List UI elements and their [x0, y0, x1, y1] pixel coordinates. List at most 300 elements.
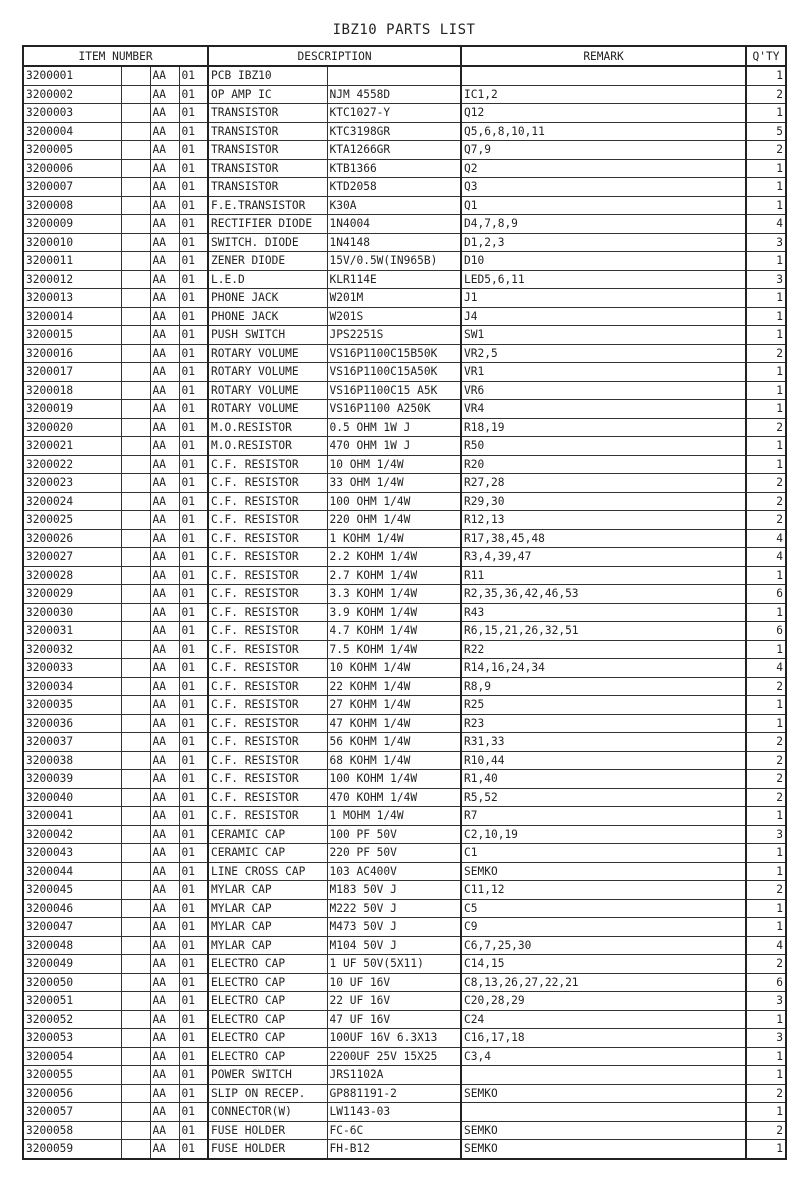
cell-grade: AA [150, 733, 179, 752]
cell-sub-code [121, 215, 150, 234]
cell-version: 01 [179, 1121, 208, 1140]
table-row [23, 918, 786, 937]
cell-item-number: 3200017 [23, 363, 121, 382]
table-row [23, 992, 786, 1011]
table-row [23, 1029, 786, 1048]
table-body [23, 66, 786, 1159]
cell-description: C.F. RESISTOR [208, 788, 327, 807]
cell-grade: AA [150, 844, 179, 863]
cell-version: 01 [179, 437, 208, 456]
cell-specification: 15V/0.5W(IN965B) [327, 252, 461, 271]
cell-description: C.F. RESISTOR [208, 585, 327, 604]
table-row [23, 788, 786, 807]
cell-item-number: 3200008 [23, 196, 121, 215]
cell-specification: 0.5 OHM 1W J [327, 418, 461, 437]
cell-description: TRANSISTOR [208, 122, 327, 141]
cell-specification: 1N4004 [327, 215, 461, 234]
cell-specification: K30A [327, 196, 461, 215]
cell-remark: LED5,6,11 [461, 270, 746, 289]
cell-quantity: 1 [746, 1103, 786, 1122]
cell-quantity: 1 [746, 1010, 786, 1029]
cell-grade: AA [150, 751, 179, 770]
table-row [23, 548, 786, 567]
cell-item-number: 3200002 [23, 85, 121, 104]
cell-quantity: 1 [746, 66, 786, 85]
table-row [23, 196, 786, 215]
cell-specification: W201S [327, 307, 461, 326]
table-row [23, 1010, 786, 1029]
cell-remark: R14,16,24,34 [461, 659, 746, 678]
cell-sub-code [121, 677, 150, 696]
cell-version: 01 [179, 585, 208, 604]
cell-quantity: 2 [746, 418, 786, 437]
cell-remark: Q5,6,8,10,11 [461, 122, 746, 141]
table-row [23, 899, 786, 918]
cell-sub-code [121, 1047, 150, 1066]
table-row [23, 1121, 786, 1140]
cell-item-number: 3200052 [23, 1010, 121, 1029]
cell-version: 01 [179, 66, 208, 85]
table-row [23, 973, 786, 992]
cell-grade: AA [150, 603, 179, 622]
cell-version: 01 [179, 899, 208, 918]
cell-remark: Q3 [461, 178, 746, 197]
cell-grade: AA [150, 973, 179, 992]
cell-specification: 100 PF 50V [327, 825, 461, 844]
cell-grade: AA [150, 1103, 179, 1122]
cell-description: PUSH SWITCH [208, 326, 327, 345]
cell-grade: AA [150, 862, 179, 881]
cell-item-number: 3200001 [23, 66, 121, 85]
cell-description: C.F. RESISTOR [208, 751, 327, 770]
cell-description: C.F. RESISTOR [208, 640, 327, 659]
cell-item-number: 3200031 [23, 622, 121, 641]
cell-item-number: 3200027 [23, 548, 121, 567]
cell-sub-code [121, 1121, 150, 1140]
cell-version: 01 [179, 215, 208, 234]
table-row [23, 492, 786, 511]
cell-specification [327, 66, 461, 85]
cell-sub-code [121, 992, 150, 1011]
cell-item-number: 3200011 [23, 252, 121, 271]
cell-sub-code [121, 178, 150, 197]
cell-specification: M473 50V J [327, 918, 461, 937]
cell-version: 01 [179, 788, 208, 807]
cell-item-number: 3200016 [23, 344, 121, 363]
cell-quantity: 1 [746, 400, 786, 419]
cell-version: 01 [179, 973, 208, 992]
cell-sub-code [121, 529, 150, 548]
cell-sub-code [121, 622, 150, 641]
cell-description: ROTARY VOLUME [208, 400, 327, 419]
cell-item-number: 3200039 [23, 770, 121, 789]
cell-sub-code [121, 492, 150, 511]
cell-remark: R22 [461, 640, 746, 659]
cell-specification: 220 PF 50V [327, 844, 461, 863]
cell-quantity: 6 [746, 973, 786, 992]
cell-specification: 47 KOHM 1/4W [327, 714, 461, 733]
table-row [23, 862, 786, 881]
table-row [23, 122, 786, 141]
cell-description: C.F. RESISTOR [208, 770, 327, 789]
cell-item-number: 3200015 [23, 326, 121, 345]
cell-version: 01 [179, 733, 208, 752]
cell-sub-code [121, 899, 150, 918]
cell-description: MYLAR CAP [208, 918, 327, 937]
cell-grade: AA [150, 585, 179, 604]
cell-item-number: 3200048 [23, 936, 121, 955]
cell-description: C.F. RESISTOR [208, 696, 327, 715]
cell-remark: C6,7,25,30 [461, 936, 746, 955]
cell-description: C.F. RESISTOR [208, 714, 327, 733]
cell-sub-code [121, 270, 150, 289]
cell-specification: VS16P1100C15 A5K [327, 381, 461, 400]
cell-specification: 100UF 16V 6.3X13 [327, 1029, 461, 1048]
cell-quantity: 2 [746, 677, 786, 696]
cell-description: LINE CROSS CAP [208, 862, 327, 881]
cell-description: CERAMIC CAP [208, 844, 327, 863]
cell-item-number: 3200022 [23, 455, 121, 474]
cell-sub-code [121, 66, 150, 85]
cell-grade: AA [150, 178, 179, 197]
cell-item-number: 3200033 [23, 659, 121, 678]
cell-grade: AA [150, 1140, 179, 1159]
table-row [23, 696, 786, 715]
cell-sub-code [121, 455, 150, 474]
cell-grade: AA [150, 992, 179, 1011]
cell-description: MYLAR CAP [208, 881, 327, 900]
cell-item-number: 3200035 [23, 696, 121, 715]
cell-version: 01 [179, 122, 208, 141]
cell-specification: 1 MOHM 1/4W [327, 807, 461, 826]
cell-remark: R10,44 [461, 751, 746, 770]
cell-quantity: 1 [746, 918, 786, 937]
cell-specification: 47 UF 16V [327, 1010, 461, 1029]
cell-item-number: 3200024 [23, 492, 121, 511]
cell-remark: R6,15,21,26,32,51 [461, 622, 746, 641]
cell-version: 01 [179, 344, 208, 363]
cell-remark: SEMKO [461, 1121, 746, 1140]
cell-grade: AA [150, 270, 179, 289]
table-row [23, 733, 786, 752]
cell-sub-code [121, 844, 150, 863]
cell-description: CERAMIC CAP [208, 825, 327, 844]
table-row [23, 844, 786, 863]
table-row [23, 233, 786, 252]
cell-remark: C2,10,19 [461, 825, 746, 844]
cell-item-number: 3200006 [23, 159, 121, 178]
cell-quantity: 4 [746, 936, 786, 955]
cell-version: 01 [179, 659, 208, 678]
cell-grade: AA [150, 326, 179, 345]
cell-remark: C1 [461, 844, 746, 863]
cell-grade: AA [150, 899, 179, 918]
cell-description: TRANSISTOR [208, 104, 327, 123]
cell-version: 01 [179, 825, 208, 844]
cell-sub-code [121, 825, 150, 844]
cell-specification: KLR114E [327, 270, 461, 289]
cell-remark: C8,13,26,27,22,21 [461, 973, 746, 992]
table-row [23, 585, 786, 604]
cell-quantity: 5 [746, 122, 786, 141]
cell-item-number: 3200042 [23, 825, 121, 844]
cell-quantity: 3 [746, 1029, 786, 1048]
header-description: DESCRIPTION [208, 46, 461, 66]
cell-grade: AA [150, 492, 179, 511]
cell-sub-code [121, 1029, 150, 1048]
table-row [23, 1066, 786, 1085]
cell-grade: AA [150, 141, 179, 160]
cell-quantity: 2 [746, 85, 786, 104]
cell-item-number: 3200004 [23, 122, 121, 141]
table-row [23, 474, 786, 493]
cell-description: ROTARY VOLUME [208, 381, 327, 400]
cell-description: POWER SWITCH [208, 1066, 327, 1085]
cell-description: ELECTRO CAP [208, 1047, 327, 1066]
cell-version: 01 [179, 1084, 208, 1103]
cell-sub-code [121, 418, 150, 437]
cell-sub-code [121, 585, 150, 604]
cell-item-number: 3200029 [23, 585, 121, 604]
cell-quantity: 1 [746, 381, 786, 400]
cell-grade: AA [150, 418, 179, 437]
cell-grade: AA [150, 474, 179, 493]
cell-description: M.O.RESISTOR [208, 418, 327, 437]
cell-quantity: 2 [746, 1121, 786, 1140]
cell-quantity: 3 [746, 270, 786, 289]
cell-specification: M222 50V J [327, 899, 461, 918]
cell-remark: Q2 [461, 159, 746, 178]
cell-description: ELECTRO CAP [208, 1010, 327, 1029]
cell-description: ROTARY VOLUME [208, 344, 327, 363]
cell-version: 01 [179, 640, 208, 659]
cell-quantity: 1 [746, 252, 786, 271]
cell-quantity: 1 [746, 603, 786, 622]
cell-sub-code [121, 714, 150, 733]
cell-remark: Q1 [461, 196, 746, 215]
cell-specification: 3.9 KOHM 1/4W [327, 603, 461, 622]
cell-sub-code [121, 548, 150, 567]
cell-sub-code [121, 807, 150, 826]
cell-remark: R20 [461, 455, 746, 474]
cell-version: 01 [179, 992, 208, 1011]
cell-remark: C5 [461, 899, 746, 918]
cell-sub-code [121, 511, 150, 530]
table-row [23, 363, 786, 382]
cell-version: 01 [179, 936, 208, 955]
table-row [23, 640, 786, 659]
cell-grade: AA [150, 289, 179, 308]
cell-grade: AA [150, 233, 179, 252]
cell-item-number: 3200010 [23, 233, 121, 252]
table-row [23, 603, 786, 622]
cell-specification: 33 OHM 1/4W [327, 474, 461, 493]
cell-item-number: 3200045 [23, 881, 121, 900]
cell-item-number: 3200058 [23, 1121, 121, 1140]
cell-specification: LW1143-03 [327, 1103, 461, 1122]
cell-item-number: 3200018 [23, 381, 121, 400]
cell-grade: AA [150, 215, 179, 234]
cell-sub-code [121, 1010, 150, 1029]
cell-specification: M183 50V J [327, 881, 461, 900]
cell-specification: KTC1027-Y [327, 104, 461, 123]
cell-item-number: 3200051 [23, 992, 121, 1011]
cell-version: 01 [179, 196, 208, 215]
cell-version: 01 [179, 492, 208, 511]
cell-quantity: 1 [746, 1140, 786, 1159]
cell-specification: 100 KOHM 1/4W [327, 770, 461, 789]
table-row [23, 104, 786, 123]
cell-version: 01 [179, 455, 208, 474]
cell-item-number: 3200057 [23, 1103, 121, 1122]
table-row [23, 215, 786, 234]
cell-specification: JRS1102A [327, 1066, 461, 1085]
cell-quantity: 2 [746, 733, 786, 752]
cell-sub-code [121, 955, 150, 974]
table-row [23, 881, 786, 900]
cell-specification: 10 UF 16V [327, 973, 461, 992]
cell-sub-code [121, 400, 150, 419]
cell-description: FUSE HOLDER [208, 1140, 327, 1159]
cell-quantity: 1 [746, 1066, 786, 1085]
cell-remark: VR2,5 [461, 344, 746, 363]
cell-version: 01 [179, 418, 208, 437]
cell-sub-code [121, 381, 150, 400]
table-row [23, 66, 786, 85]
cell-grade: AA [150, 714, 179, 733]
cell-description: C.F. RESISTOR [208, 566, 327, 585]
table-row [23, 511, 786, 530]
cell-sub-code [121, 196, 150, 215]
cell-specification: 2200UF 25V 15X25 [327, 1047, 461, 1066]
cell-version: 01 [179, 566, 208, 585]
cell-sub-code [121, 788, 150, 807]
table-row [23, 566, 786, 585]
cell-sub-code [121, 659, 150, 678]
cell-quantity: 4 [746, 548, 786, 567]
cell-version: 01 [179, 548, 208, 567]
cell-specification: FC-6C [327, 1121, 461, 1140]
cell-remark: C24 [461, 1010, 746, 1029]
cell-description: C.F. RESISTOR [208, 511, 327, 530]
cell-quantity: 1 [746, 196, 786, 215]
cell-sub-code [121, 289, 150, 308]
cell-remark: R31,33 [461, 733, 746, 752]
cell-sub-code [121, 233, 150, 252]
cell-sub-code [121, 85, 150, 104]
cell-description: OP AMP IC [208, 85, 327, 104]
cell-specification: 10 KOHM 1/4W [327, 659, 461, 678]
cell-item-number: 3200054 [23, 1047, 121, 1066]
cell-specification: 2.2 KOHM 1/4W [327, 548, 461, 567]
cell-grade: AA [150, 1121, 179, 1140]
cell-description: TRANSISTOR [208, 178, 327, 197]
table-row [23, 751, 786, 770]
cell-quantity: 1 [746, 862, 786, 881]
cell-version: 01 [179, 529, 208, 548]
cell-grade: AA [150, 566, 179, 585]
cell-version: 01 [179, 881, 208, 900]
cell-item-number: 3200014 [23, 307, 121, 326]
cell-specification: 7.5 KOHM 1/4W [327, 640, 461, 659]
cell-item-number: 3200037 [23, 733, 121, 752]
cell-item-number: 3200003 [23, 104, 121, 123]
header-item-number: ITEM NUMBER [23, 46, 208, 66]
cell-quantity: 2 [746, 955, 786, 974]
table-row [23, 307, 786, 326]
cell-version: 01 [179, 1010, 208, 1029]
table-row [23, 825, 786, 844]
table-row [23, 252, 786, 271]
cell-specification: 1N4148 [327, 233, 461, 252]
cell-description: RECTIFIER DIODE [208, 215, 327, 234]
cell-quantity: 1 [746, 363, 786, 382]
cell-item-number: 3200021 [23, 437, 121, 456]
cell-remark: R17,38,45,48 [461, 529, 746, 548]
cell-item-number: 3200007 [23, 178, 121, 197]
page-title: IBZ10 PARTS LIST [332, 22, 476, 38]
cell-remark: IC1,2 [461, 85, 746, 104]
cell-quantity: 3 [746, 992, 786, 1011]
cell-quantity: 2 [746, 492, 786, 511]
table-row [23, 437, 786, 456]
cell-specification: 10 OHM 1/4W [327, 455, 461, 474]
cell-sub-code [121, 1066, 150, 1085]
cell-item-number: 3200005 [23, 141, 121, 160]
header-qty: Q'TY [746, 46, 786, 66]
cell-specification: 3.3 KOHM 1/4W [327, 585, 461, 604]
cell-version: 01 [179, 862, 208, 881]
cell-remark: SEMKO [461, 1140, 746, 1159]
cell-specification: 1 UF 50V(5X11) [327, 955, 461, 974]
cell-specification: 56 KOHM 1/4W [327, 733, 461, 752]
cell-remark: R29,30 [461, 492, 746, 511]
cell-description: SLIP ON RECEP. [208, 1084, 327, 1103]
cell-specification: VS16P1100 A250K [327, 400, 461, 419]
cell-description: C.F. RESISTOR [208, 733, 327, 752]
cell-grade: AA [150, 548, 179, 567]
cell-quantity: 1 [746, 566, 786, 585]
cell-sub-code [121, 862, 150, 881]
cell-quantity: 1 [746, 844, 786, 863]
table-row [23, 770, 786, 789]
cell-remark: R50 [461, 437, 746, 456]
cell-sub-code [121, 973, 150, 992]
cell-specification: 22 UF 16V [327, 992, 461, 1011]
cell-grade: AA [150, 825, 179, 844]
cell-quantity: 6 [746, 622, 786, 641]
cell-sub-code [121, 696, 150, 715]
cell-description: MYLAR CAP [208, 936, 327, 955]
cell-version: 01 [179, 141, 208, 160]
cell-sub-code [121, 437, 150, 456]
cell-version: 01 [179, 289, 208, 308]
cell-sub-code [121, 1140, 150, 1159]
cell-description: C.F. RESISTOR [208, 603, 327, 622]
table-row [23, 1140, 786, 1159]
cell-description: PHONE JACK [208, 289, 327, 308]
table-row [23, 1084, 786, 1103]
cell-quantity: 2 [746, 881, 786, 900]
cell-version: 01 [179, 178, 208, 197]
cell-remark: R43 [461, 603, 746, 622]
cell-sub-code [121, 104, 150, 123]
cell-grade: AA [150, 85, 179, 104]
table-row [23, 955, 786, 974]
cell-description: PCB IBZ10 [208, 66, 327, 85]
cell-remark: R5,52 [461, 788, 746, 807]
cell-version: 01 [179, 1047, 208, 1066]
